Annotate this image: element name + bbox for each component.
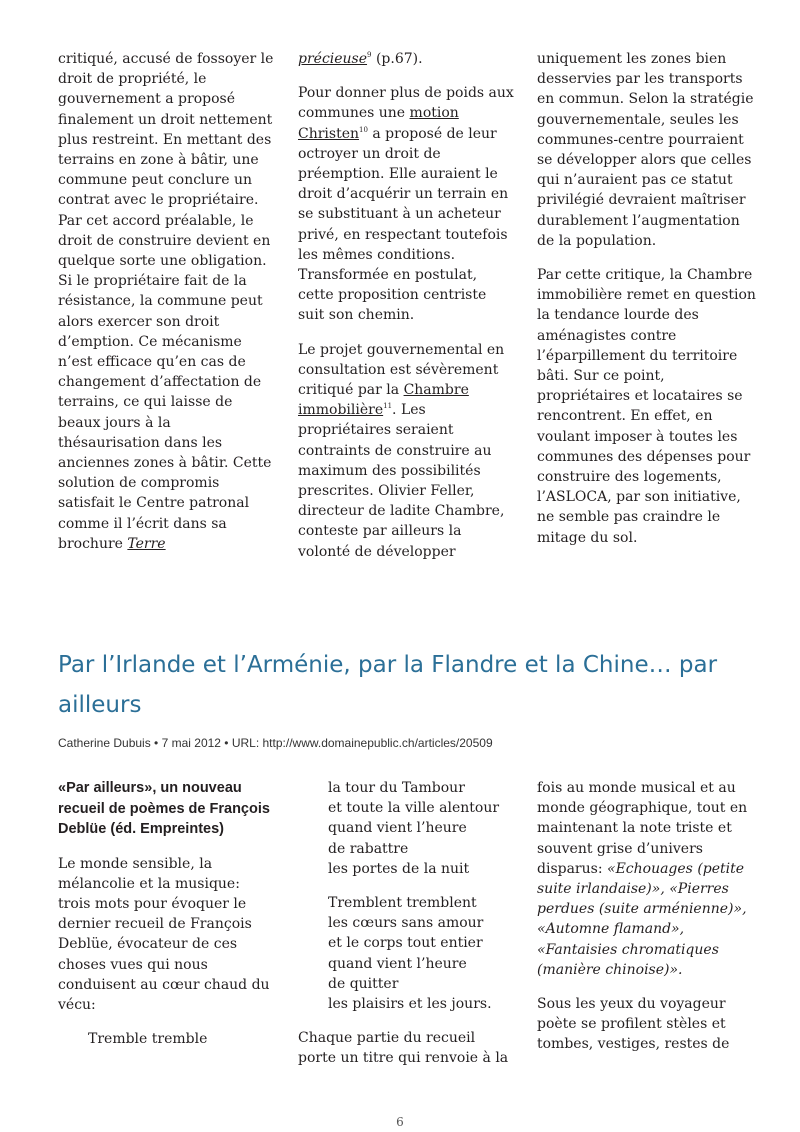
top-column-2 [298,49,516,576]
article-column-3 [537,778,759,1069]
article-column-2 [298,778,516,1083]
top-col2-paragraph-1: précieuse$^9$ (p.67). [298,51,423,67]
article-column-1 [58,778,276,1063]
verse-line: et toute la ville alentour [328,800,500,817]
top-col3-paragraph-1: uniquement les zones bien desservies par les transports en commun. Selon la stratégie gouvernementale, seules les communes-centre pourraient se développer alors que celles qui n’auraient pas ce statut privilégié devraient maîtriser durablement l’augmentation de la population. [537,51,754,249]
verse-line: quand vient l’heure [328,820,467,837]
poem-stanza-2 [298,893,516,1014]
poem-first-line: Tremble tremble [88,1031,208,1048]
link-terre-precieuse[interactable]: Terre [127,535,166,552]
footnote-11: 11 [383,402,393,411]
section-titles: «Echouages (petite suite irlandaise)», «Pierres perdues (suite arménienne)», «Automne flamand», «Fantaisies chromatiques (manière chinoise)». [537,860,747,978]
article-col3-paragraph-1: fois au monde musical et au monde géographique, tout en maintenant la note triste et souvent grise d’univers disparus: «Echouages (petite suite irlandaise)», «Pierres perdues (suite arménienne)», «Automne flamand», «Fantaisies chromatiques (manière chinoise)». [537,780,748,978]
page-number: 6 [396,1115,404,1129]
top-column-3 [537,49,759,562]
article-col1-paragraph-1: Le monde sensible, la mélancolie et la musique: trois mots pour évoquer le dernier recueil de François Deblüe, évocateur de ces choses vues qui nous conduisent au cœur chaud du vécu: [58,855,270,1013]
article-title: Par l’Irlande et l’Arménie, par la Flandre et la Chine… par ailleurs [58,652,718,718]
top-col1-paragraph: critiqué, accusé de fossoyer le droit de propriété, le gouvernement a proposé finalement un droit nettement plus restreint. En mettant des terrains en zone à bâtir, une commune peut conclure un contrat avec le propriétaire. Par cet accord préalable, le droit de construire devient en quelque sorte une obligation. Si le propriétaire fait de la résistance, la commune peut alors exercer son droit d’emption. Ce mécanisme n’est efficace qu’en cas de changement d’affectation de terrains, ce qui laisse de beaux jours à la thésaurisation dans les anciennes zones à bâtir. Cette solution de compromis satisfait le Centre patronal comme il l’écrit dans sa brochure Terre [58,51,274,552]
article-col2-paragraph-1: Chaque partie du recueil porte un titre qui renvoie à la [298,1030,509,1067]
footnote-10: 10 [359,125,368,134]
link-chambre-immobiliere[interactable]: Chambre immobilière [298,382,469,419]
verse-line: les cœurs sans amour [328,915,484,932]
verse-line: de quitter [328,975,399,992]
verse-line: quand vient l’heure [328,955,467,972]
article-byline: Catherine Dubuis • 7 mai 2012 • URL: http://www.domainepublic.ch/articles/20509 [58,736,493,750]
link-precieuse[interactable]: précieuse [298,51,368,67]
verse-line: de rabattre [328,840,409,857]
verse-line: et le corps tout entier [328,935,483,952]
top-col2-paragraph-3: Le projet gouvernemental en consultation est sévèrement critiqué par la Chambre immobilière$^{11}$. Les propriétaires seraient contraints de construire au maximum des possibilités prescrites. Olivier Feller, directeur de ladite Chambre, conteste par ailleurs la volonté de développer [298,341,505,560]
poem-stanza-1 [298,778,516,879]
article-col3-paragraph-2: Sous les yeux du voyageur poète se profilent stèles et tombes, vestiges, restes de [537,996,730,1053]
verse-line: la tour du Tambour [328,780,465,796]
link-motion-christen[interactable]: motion Christen [298,105,459,142]
top-column-1 [58,49,276,568]
top-col3-paragraph-2: Par cette critique, la Chambre immobilière remet en question la tendance lourde des aménagistes contre l’éparpillement du territoire bâti. Sur ce point, propriétaires et locataires se rencontrent. En effet, en voulant imposer à toutes les communes des dépenses pour construire des logements, l’ASLOCA, par son initiative, ne semble pas craindre le mitage du sol. [537,267,756,546]
verse-line: les portes de la nuit [328,860,470,877]
verse-line: les plaisirs et les jours. [328,996,492,1013]
top-col2-paragraph-2: Pour donner plus de poids aux communes une motion Christen$^{10}$ a proposé de leur octroyer un droit de préemption. Elle auraient le droit d’acquérir un terrain en se substituant à un acheteur privé, en respectant toutefois les mêmes conditions. Transformée en postulat, cette proposition centriste suit son chemin. [298,85,514,324]
footnote-9: 9 [367,51,372,59]
verse-line: Tremblent tremblent [328,895,477,912]
article-lead: «Par ailleurs», un nouveau recueil de poèmes de François Deblüe (éd. Empreintes) [58,780,270,837]
